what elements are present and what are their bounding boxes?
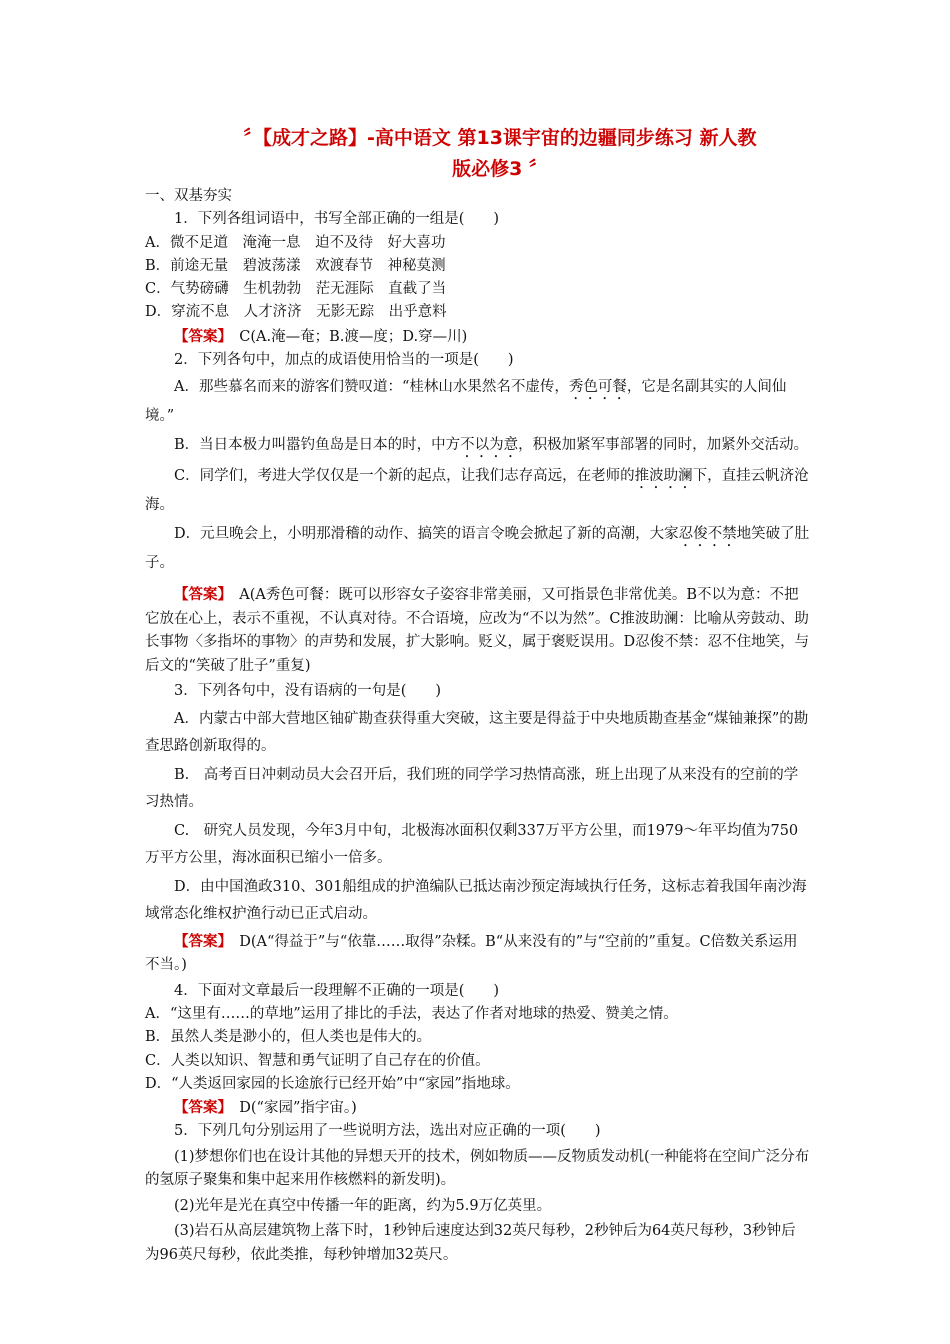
option-text: ，它是名副其实的人间仙境。” — [145, 379, 787, 425]
question-3-stem: 3．下列各句中，没有语病的一句是( ) — [174, 683, 442, 700]
option-text: 地笑破了肚子。 — [145, 526, 810, 572]
question-5-item-3: (3)岩石从高层建筑物上落下时，1秒钟后速度达到32英尺每秒，2秒钟后为64英尺每秒，3秒钟后为96英尺每秒，依此类推，每秒钟增加32英尺。 — [145, 1223, 796, 1263]
answer-label: 【答案】 — [174, 1099, 225, 1117]
question-3-option-d: D．由中国渔政310、301船组成的护渔编队已抵达南沙预定海域执行任务，这标志着我国年南沙海域常态化维权护渔行动已正式启动。 — [145, 878, 807, 922]
question-2-option-a — [145, 374, 810, 430]
answer-label: 【答案】 — [174, 586, 225, 604]
answer-text: A(A秀色可餐：既可以形容女子姿容非常美丽，又可指景色非常优美。B不以为意：不把它放在心上，表示不重视，不认真对待。不合语境，应改为“不以为然”。C推波助澜：比喻从旁鼓动、助长事物〈多指坏的事物〉的声势和发展，扩大影响。贬义，属于褒贬误用。D忍俊不禁：忍不住地笑，与后文的“笑破了肚子”重复) — [145, 587, 810, 674]
question-3-option-b: B. 高考百日冲刺动员大会召开后，我们班的同学学习热情高涨，班上出现了从来没有的空前的学习热情。 — [145, 766, 799, 810]
question-1-answer — [145, 325, 810, 349]
document-title-line1: 〞【成才之路】-高中语文 第13课宇宙的边疆同步练习 新人教 — [243, 127, 757, 149]
option-text: ，积极加紧军事部署的同时，加紧外交活动。 — [518, 437, 809, 454]
question-4-option-b: B．虽然人类是渺小的，但人类也是伟大的。 — [145, 1029, 432, 1046]
dotted-idiom: 不以为意 — [460, 437, 519, 454]
question-4-option-c: C．人类以知识、智慧和勇气证明了自己存在的价值。 — [145, 1052, 490, 1069]
answer-text: D(“家园”指宇宙。) — [224, 1100, 357, 1117]
dotted-idiom: 推波助澜 — [634, 468, 693, 485]
question-3-answer — [145, 930, 810, 978]
answer-text: C(A.淹—奄；B.渡—度；D.穿—川) — [224, 328, 468, 345]
question-2-answer — [145, 583, 810, 678]
section-heading: 一、双基夯实 — [145, 188, 232, 204]
dotted-idiom: 忍俊不禁 — [678, 526, 737, 543]
question-2-stem: 2．下列各句中，加点的成语使用恰当的一项是( ) — [174, 352, 514, 369]
question-1-option-b: B．前途无量 碧波荡漾 欢渡春节 神秘莫测 — [145, 257, 446, 274]
option-text: C．同学们，考进大学仅仅是一个新的起点，让我们志存高远，在老师的 — [174, 468, 635, 485]
dotted-idiom: 秀色可餐 — [568, 379, 627, 396]
option-text: B．当日本极力叫嚣钓鱼岛是日本的时，中方 — [174, 437, 461, 454]
question-3-option-a: A．内蒙古中部大营地区铀矿勘查获得重大突破，这主要是得益于中央地质勘查基金“煤铀兼探”的勘查思路创新取得的。 — [145, 710, 809, 754]
question-4-answer — [145, 1096, 810, 1120]
document-title-line2: 版必修3 〞 — [452, 158, 548, 180]
option-text: D．元旦晚会上，小明那滑稽的动作、搞笑的语言令晚会掀起了新的高潮，大家 — [174, 526, 679, 543]
option-text: 下，直挂云帆济沧海。 — [145, 468, 809, 514]
question-1-option-c: C．气势磅礴 生机勃勃 茫无涯际 直截了当 — [145, 281, 447, 298]
answer-label: 【答案】 — [174, 327, 225, 345]
option-text: A．那些慕名而来的游客们赞叹道：“桂林山水果然名不虚传， — [174, 379, 569, 396]
question-2-option-d — [145, 521, 810, 577]
question-1-option-d: D．穿流不息 人才济济 无影无踪 出乎意料 — [145, 304, 447, 321]
question-4-option-a: A．“这里有……的草地”运用了排比的手法，表达了作者对地球的热爱、赞美之情。 — [145, 1005, 678, 1022]
question-2-option-c — [145, 463, 810, 519]
answer-text: D(A“得益于”与“依靠……取得”杂糅。B“从来没有的”与“空前的”重复。C倍数关系运用不当。) — [145, 933, 798, 974]
question-4-option-d: D．“人类返回家园的长途旅行已经开始”中“家园”指地球。 — [145, 1075, 520, 1092]
answer-label: 【答案】 — [174, 932, 225, 950]
question-2-option-b — [145, 432, 810, 461]
question-5-stem: 5．下列几句分别运用了一些说明方法，选出对应正确的一项( ) — [174, 1123, 601, 1140]
question-4-stem: 4．下面对文章最后一段理解不正确的一项是( ) — [174, 982, 500, 999]
question-1-option-a: A．微不足道 淹淹一息 迫不及待 好大喜功 — [145, 234, 446, 251]
question-1-stem: 1．下列各组词语中，书写全部正确的一组是( ) — [174, 211, 500, 228]
question-5-item-2: (2)光年是光在真空中传播一年的距离，约为5.9万亿英里。 — [174, 1197, 552, 1214]
document-body — [145, 185, 810, 1269]
question-5-item-1: (1)梦想你们也在设计其他的异想天开的技术，例如物质——反物质发动机(一种能将在空间广泛分布的氢原子聚集和集中起来用作核燃料的新发明)。 — [145, 1148, 810, 1189]
question-3-option-c: C. 研究人员发现，今年3月中旬，北极海冰面积仅剩337万平方公里，而1979～年平均值为750万平方公里，海冰面积已缩小一倍多。 — [145, 822, 799, 866]
